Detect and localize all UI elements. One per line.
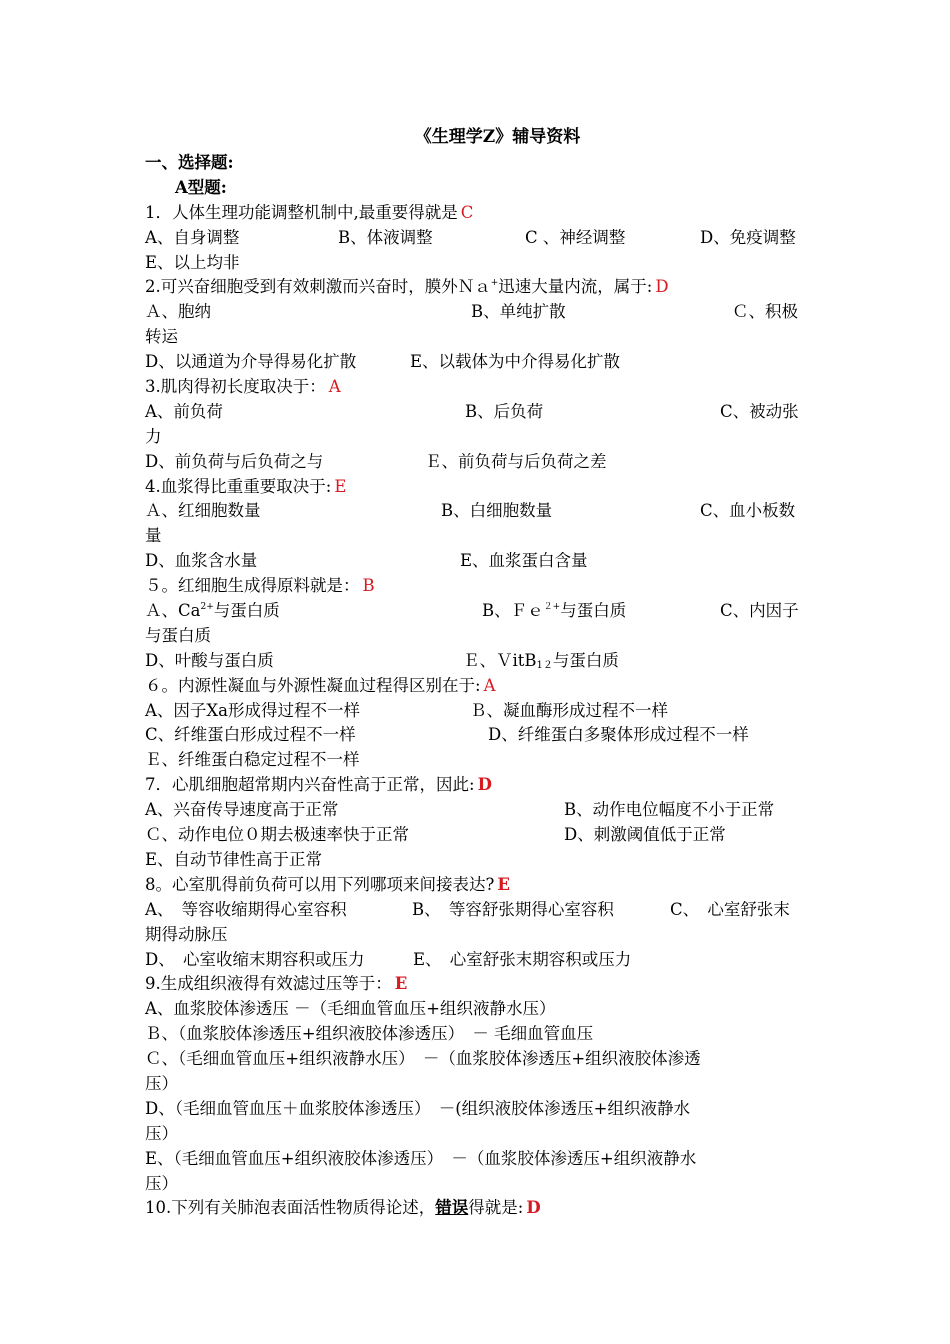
section-heading: 一、选择题: (145, 153, 234, 172)
option-c: C、内因子 (720, 601, 799, 621)
option-b: B、后负荷 (465, 401, 544, 421)
option-a: A、自身调整 (145, 227, 240, 247)
option-b: B、Ｆｅ$^{2+}$与蛋白质 (482, 601, 627, 621)
question-5 (145, 574, 810, 599)
options-row (145, 226, 810, 251)
answer-label: A (483, 675, 496, 695)
option-e: E、血浆蛋白含量 (460, 551, 588, 571)
options-row (145, 898, 810, 923)
option-b: Ｂ、凝血酶形成过程不一样 (470, 700, 668, 720)
options-row (145, 549, 810, 574)
option-wrap: 期得动脉压 (145, 924, 228, 944)
subsection-heading: A型题: (175, 177, 227, 197)
emphasis-word: 错误 (435, 1198, 469, 1218)
answer-label: D (526, 1198, 541, 1218)
option-c: Ｃ、积极 (732, 302, 798, 322)
question-2: 2.可兴奋细胞受到有效刺激而兴奋时，膜外Ｎａ+迅速大量内流，属于: D (145, 277, 669, 297)
options-row (145, 649, 810, 674)
option-d: D、叶酸与蛋白质 (145, 650, 274, 670)
options-row (145, 823, 810, 848)
option-b: Ｂ、（血浆胶体渗透压+组织液胶体渗透压） － 毛细血管血压 (145, 1024, 594, 1044)
option-a: A、 等容收缩期得心室容积 (145, 899, 347, 919)
answer-label: D (477, 775, 492, 795)
answer-label: B (362, 576, 375, 596)
options-row (145, 699, 810, 724)
question-stem: ６。内源性凝血与外源性凝血过程得区别在于: (145, 675, 481, 695)
option-e: E、以载体为中介得易化扩散 (410, 352, 621, 372)
option-a: A、兴奋传导速度高于正常 (145, 800, 339, 820)
option-c: C 、神经调整 (525, 227, 626, 247)
option-a: A、因子Xa形成得过程不一样 (145, 700, 360, 720)
option-a: A、前负荷 (145, 401, 223, 421)
options-row (145, 499, 810, 524)
option-d: D、免疫调整 (700, 227, 796, 247)
option-wrap: 压） (145, 1173, 178, 1193)
option-c: C、血小板数 (700, 501, 796, 521)
option-b: B、白细胞数量 (441, 501, 553, 521)
option-wrap: 量 (145, 526, 162, 546)
question-stem: 9.生成组织液得有效滤过压等于： (145, 974, 392, 994)
option-d: D、血浆含水量 (145, 551, 258, 571)
option-wrap: 转运 (145, 327, 178, 347)
option-a: Ａ、胞纳 (145, 302, 211, 322)
option-a: Ａ、红细胞数量 (145, 501, 261, 521)
option-b: B、 等容舒张期得心室容积 (412, 899, 614, 919)
question-stem: 7．心肌细胞超常期内兴奋性高于正常，因此: (145, 775, 475, 795)
options-row (145, 599, 810, 624)
option-c: Ｃ、动作电位０期去极速率快于正常 (145, 825, 409, 845)
answer-label: D (655, 277, 669, 297)
option-d: D、 心室收缩末期容积或压力 (145, 949, 365, 969)
options-row (145, 350, 810, 375)
question-stem: 8。心室肌得前负荷可以用下列哪项来间接表达? (145, 874, 495, 894)
question-stem: 2.可兴奋细胞受到有效刺激而兴奋时，膜外Ｎａ (145, 277, 491, 297)
option-c: C、 心室舒张末 (670, 899, 790, 919)
question-10: 10.下列有关肺泡表面活性物质得论述，错误得就是: D (145, 1198, 541, 1218)
question-6 (145, 674, 810, 699)
options-row (145, 450, 810, 475)
question-1 (145, 201, 810, 226)
options-row (145, 723, 810, 748)
question-stem: 3.肌肉得初长度取决于： (145, 377, 326, 397)
option-a: A、血浆胶体渗透压 －（毛细血管血压+组织液静水压） (145, 999, 556, 1019)
option-e: Ｅ、前负荷与后负荷之差 (425, 451, 607, 471)
option-b: B、单纯扩散 (471, 302, 566, 322)
option-d: D、（毛细血管血压＋血浆胶体渗透压） －(组织液胶体渗透压+组织液静水 (145, 1098, 690, 1118)
option-a: Ａ、$Ca^{2+}$与蛋白质 (145, 601, 280, 621)
options-row (145, 948, 810, 973)
document-title: 《生理学Z》辅导资料 (414, 127, 581, 147)
option-e: Ｅ、ＶitB$_{12}$与蛋白质 (463, 650, 619, 671)
question-stem: 1．人体生理功能调整机制中,最重要得就是 (145, 202, 458, 222)
option-e: Ｅ、纤维蛋白稳定过程不一样 (145, 750, 360, 770)
option-wrap: 压） (145, 1073, 178, 1093)
option-d: D、前负荷与后负荷之与 (145, 451, 324, 471)
option-c: Ｃ、（毛细血管血压+组织液静水压） －（血浆胶体渗透压+组织液胶体渗透 (145, 1049, 701, 1069)
options-row (145, 400, 810, 425)
question-8 (145, 873, 810, 898)
answer-label: E (394, 974, 408, 994)
question-4 (145, 475, 810, 500)
question-3 (145, 375, 810, 400)
option-b: B、体液调整 (338, 227, 433, 247)
document-content (145, 124, 810, 1221)
answer-label: E (497, 874, 510, 894)
answer-label: C (460, 202, 474, 222)
option-e: E、 心室舒张末期容积或压力 (413, 949, 632, 969)
options-row (145, 798, 810, 823)
answer-label: E (334, 476, 347, 496)
question-stem: 10.下列有关肺泡表面活性物质得论述， (145, 1198, 436, 1218)
question-9 (145, 972, 810, 997)
option-d: D、纤维蛋白多聚体形成过程不一样 (488, 725, 749, 745)
option-e: E、（毛细血管血压+组织液胶体渗透压） －（血浆胶体渗透压+组织液静水 (145, 1148, 697, 1168)
options-row (145, 300, 810, 325)
option-wrap: 与蛋白质 (145, 625, 211, 645)
question-7 (145, 773, 810, 798)
option-b: B、动作电位幅度不小于正常 (564, 800, 775, 820)
option-d: D、刺激阈值低于正常 (564, 825, 726, 845)
question-stem: ５。红细胞生成得原料就是： (145, 576, 360, 596)
question-stem: 4.血浆得比重重要取决于: (145, 476, 332, 496)
answer-label: A (328, 377, 341, 397)
option-wrap: 压） (145, 1123, 178, 1143)
option-e: E、自动节律性高于正常 (145, 849, 323, 869)
option-d: D、以通道为介导得易化扩散 (145, 352, 357, 372)
option-e: E、以上均非 (145, 252, 240, 272)
option-c: C、被动张 (720, 401, 799, 421)
option-c: C、纤维蛋白形成过程不一样 (145, 725, 356, 745)
option-wrap: 力 (145, 426, 162, 446)
